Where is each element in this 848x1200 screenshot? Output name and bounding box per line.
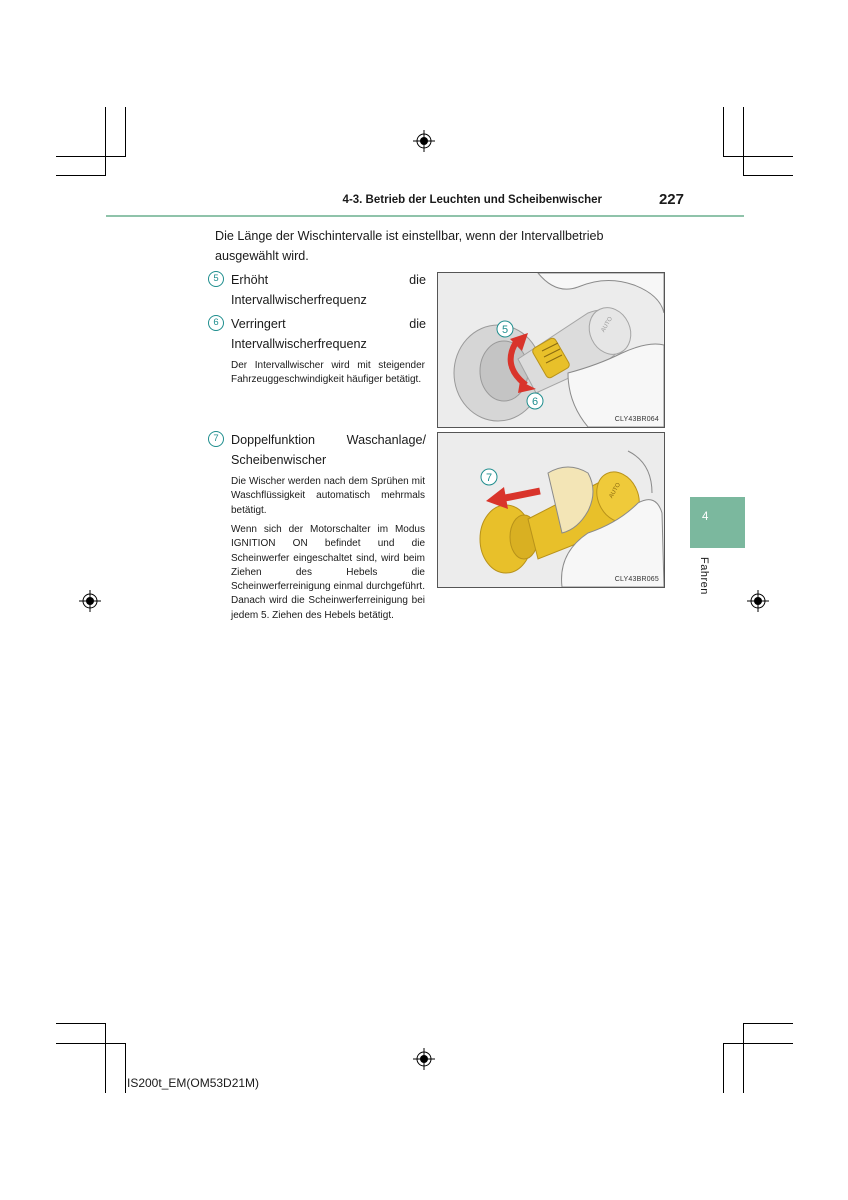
registration-mark-left-icon: [79, 590, 101, 612]
item-7-note-1: Die Wischer werden nach dem Sprühen mit Waschflüssigkeit automatisch mehrmals betätigt.: [231, 476, 425, 516]
figure-1-code: CLY43BR064: [614, 416, 659, 423]
fig1-callout-5: 5: [501, 324, 509, 336]
washer-wiper-illustration: [438, 433, 664, 587]
callout-number-5: 5: [208, 271, 224, 287]
fig2-callout-7: 7: [485, 472, 493, 484]
registration-mark-top-icon: [413, 130, 435, 152]
callout-number-7: 7: [208, 431, 224, 447]
section-title: 4-3. Betrieb der Leuchten und Scheibenwischer: [342, 194, 602, 206]
header-rule: [106, 215, 744, 217]
item-7-note-2: Wenn sich der Motorschalter im Modus IGNITION ON befindet und die Scheinwerfer eingeschaltet sind, wird beim Ziehen des Hebels die Scheinwerferreinigung einmal durchgeführt. Danach wird die Scheinwerferreinigung bei jedem 5. Ziehen des Hebels betätigt.: [231, 524, 425, 621]
list-item-5: [208, 270, 426, 310]
list-item-7: [208, 430, 426, 470]
item-5-text: Erhöht die Intervallwischerfrequenz: [231, 273, 426, 307]
callout-number-6: 6: [208, 315, 224, 331]
chapter-number: 4: [702, 511, 709, 523]
fig1-callout-6: 6: [531, 396, 539, 408]
fig2-switch-label: AUTO: [608, 482, 623, 500]
figure-wiper-interval: [437, 272, 665, 428]
fig1-switch-label: AUTO: [600, 316, 615, 334]
intro-paragraph: Die Länge der Wischintervalle ist einstellbar, wenn der Intervallbetrieb ausgewählt wird.: [215, 229, 604, 263]
registration-mark-right-icon: [747, 590, 769, 612]
footer-document-code: IS200t_EM(OM53D21M): [127, 1076, 260, 1090]
list-item-6: [208, 314, 426, 354]
page-number: 227: [658, 191, 684, 208]
chapter-label: Fahren: [698, 557, 710, 595]
chapter-tab: [690, 497, 745, 548]
registration-mark-bottom-icon: [413, 1048, 435, 1070]
figure-2-code: CLY43BR065: [614, 576, 659, 583]
wiper-interval-illustration: [438, 273, 664, 427]
figure-washer-wiper: [437, 432, 665, 588]
item-7-text: Doppelfunktion Waschanlage/ Scheibenwischer: [231, 433, 426, 467]
item-6-note: Der Intervallwischer wird mit steigender Fahrzeuggeschwindigkeit häufiger betätigt.: [231, 360, 425, 386]
item-6-text: Verringert die Intervallwischerfrequenz: [231, 317, 426, 351]
